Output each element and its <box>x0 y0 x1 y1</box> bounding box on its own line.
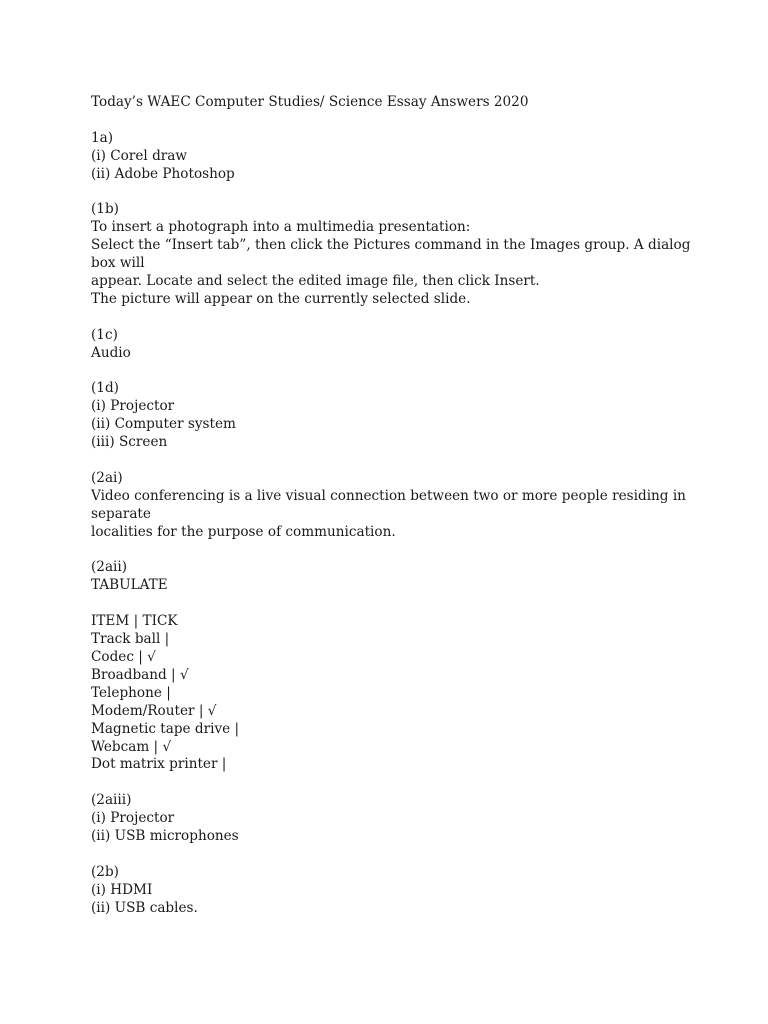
table-header: ITEM | TICK <box>91 613 178 630</box>
table-row: Magnetic tape drive | <box>91 720 240 737</box>
section-heading: (1c) <box>91 326 118 343</box>
document-page <box>91 94 695 935</box>
answer-line: appear. Locate and select the edited image file, then click Insert. <box>91 273 540 290</box>
answer-line: Select the “Insert tab”, then click the Pictures command in the Images group. A dialog box will <box>91 237 695 272</box>
table-row: Modem/Router | √ <box>91 702 217 719</box>
section-2aiii <box>91 792 691 846</box>
table-row: Track ball | <box>91 631 170 648</box>
answer-line: Video conferencing is a live visual connection between two or more people residing in separate <box>91 487 691 522</box>
section-1a <box>91 130 691 184</box>
section-heading: (2aii) <box>91 559 128 576</box>
section-heading: 1a) <box>91 129 114 146</box>
section-2aii <box>91 559 691 595</box>
document-title: Today’s WAEC Computer Studies/ Science Essay Answers 2020 <box>91 94 529 110</box>
answer-line: (ii) Computer system <box>91 416 236 433</box>
table-row: Dot matrix printer | <box>91 756 227 773</box>
answer-line: (ii) Adobe Photoshop <box>91 165 235 182</box>
table-row: Telephone | <box>91 684 171 701</box>
section-1c <box>91 327 691 363</box>
section-2b <box>91 864 691 918</box>
section-heading: (1d) <box>91 380 119 397</box>
answer-line: (i) Corel draw <box>91 147 188 164</box>
answer-line: (i) Projector <box>91 398 175 415</box>
answer-line: (iii) Screen <box>91 434 168 451</box>
section-heading: (2ai) <box>91 469 123 486</box>
section-1d <box>91 380 691 452</box>
answer-line: TABULATE <box>91 577 168 594</box>
section-heading: (2aiii) <box>91 792 132 809</box>
section-2ai <box>91 470 691 542</box>
section-heading: (1b) <box>91 201 119 218</box>
table-row: Broadband | √ <box>91 666 189 683</box>
section-1b <box>91 201 695 308</box>
answer-line: localities for the purpose of communication. <box>91 523 396 540</box>
answer-line: (i) HDMI <box>91 881 153 898</box>
answer-line: The picture will appear on the currently selected slide. <box>91 290 471 307</box>
answer-line: (ii) USB microphones <box>91 828 239 845</box>
table-row: Codec | √ <box>91 648 156 665</box>
table-row: Webcam | √ <box>91 738 172 755</box>
section-heading: (2b) <box>91 863 119 880</box>
item-tick-table <box>91 613 691 774</box>
answer-line: Audio <box>91 344 131 361</box>
answer-line: To insert a photograph into a multimedia presentation: <box>91 219 471 236</box>
answer-line: (ii) USB cables. <box>91 899 198 916</box>
answer-line: (i) Projector <box>91 810 175 827</box>
